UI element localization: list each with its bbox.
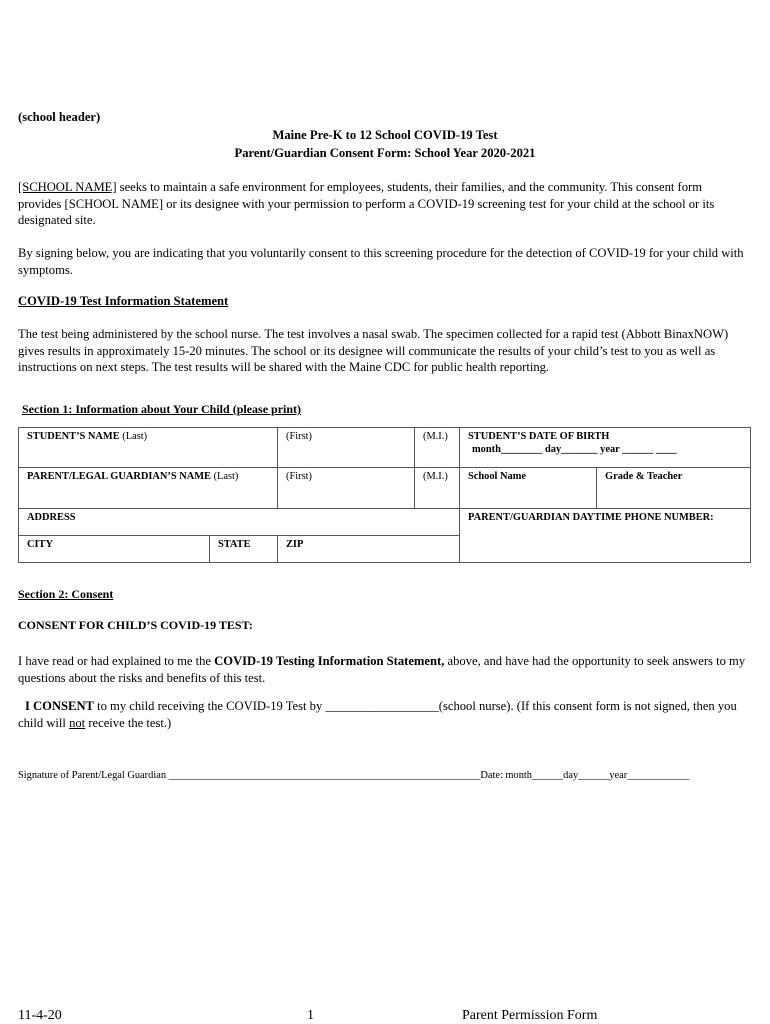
form-subtitle: Parent/Guardian Consent Form: School Year 2020-2021 xyxy=(234,146,536,160)
footer-form-name: Parent Permission Form xyxy=(462,1008,598,1023)
student-name-field[interactable]: STUDENT’S NAME (Last) xyxy=(19,428,278,468)
student-first-name-field[interactable]: (First) xyxy=(278,428,415,468)
school-header: (school header) xyxy=(18,110,101,124)
city-field[interactable]: CITY xyxy=(19,536,210,563)
daytime-phone-field[interactable]: PARENT/GUARDIAN DAYTIME PHONE NUMBER: xyxy=(460,509,751,563)
signature-line[interactable]: Signature of Parent/Legal Guardian ____________________________________________________________Date: month______day______year____________ xyxy=(18,770,690,781)
intro-paragraph-text: seeks to maintain a safe environment for employees, students, their families, and the community. This consent form provides [SCHOOL NAME] or its designee with your permission to perform a COVID-19 screening test for your child at the school or its designated site. xyxy=(18,180,715,227)
section1-heading: Section 1: Information about Your Child (please print) xyxy=(22,402,302,416)
guardian-name-field[interactable]: PARENT/LEGAL GUARDIAN’S NAME (Last) xyxy=(19,468,278,509)
section2-heading: Section 2: Consent xyxy=(18,587,114,601)
consent-statement: I CONSENT to my child receiving the COVID-19 Test by __________________(school nurse). (If this consent form is not signed, then you child will not receive the test.) xyxy=(18,699,737,730)
student-dob-field[interactable]: STUDENT’S DATE OF BIRTH month________ day_______ year ______ ____ xyxy=(460,428,751,468)
student-mi-field[interactable]: (M.I.) xyxy=(415,428,460,468)
school-name-placeholder: [SCHOOL NAME] xyxy=(18,180,117,194)
info-statement-heading: COVID-19 Test Information Statement xyxy=(18,294,229,308)
page-number: 1 xyxy=(307,1008,314,1023)
address-field[interactable]: ADDRESS xyxy=(19,509,460,536)
form-title: Maine Pre-K to 12 School COVID-19 Test xyxy=(272,128,498,142)
guardian-mi-field[interactable]: (M.I.) xyxy=(415,468,460,509)
voluntary-consent-paragraph: By signing below, you are indicating that you voluntarily consent to this screening procedure for the detection of COVID-19 for your child with symptoms. xyxy=(18,246,744,277)
child-info-table xyxy=(18,427,751,563)
state-field[interactable]: STATE xyxy=(210,536,278,563)
consent-subheading: CONSENT FOR CHILD’S COVID-19 TEST: xyxy=(18,618,253,632)
footer-date: 11-4-20 xyxy=(18,1008,62,1023)
intro-paragraph xyxy=(18,179,748,229)
info-statement-body: The test being administered by the school nurse. The test involves a nasal swab. The specimen collected for a rapid test (Abbott BinaxNOW) gives results in approximately 15-20 minutes. The school or its designee will communicate the results of your child’s test to you as well as instructions on next steps. The test results will be shared with the Maine CDC for public health reporting. xyxy=(18,327,729,374)
zip-field[interactable]: ZIP xyxy=(278,536,460,563)
guardian-first-name-field[interactable]: (First) xyxy=(278,468,415,509)
school-name-field[interactable]: School Name xyxy=(460,468,597,509)
grade-teacher-field[interactable]: Grade & Teacher xyxy=(597,468,751,509)
read-acknowledgement: I have read or had explained to me the COVID-19 Testing Information Statement, above, and have had the opportunity to seek answers to my questions about the risks and benefits of this test. xyxy=(18,654,746,685)
